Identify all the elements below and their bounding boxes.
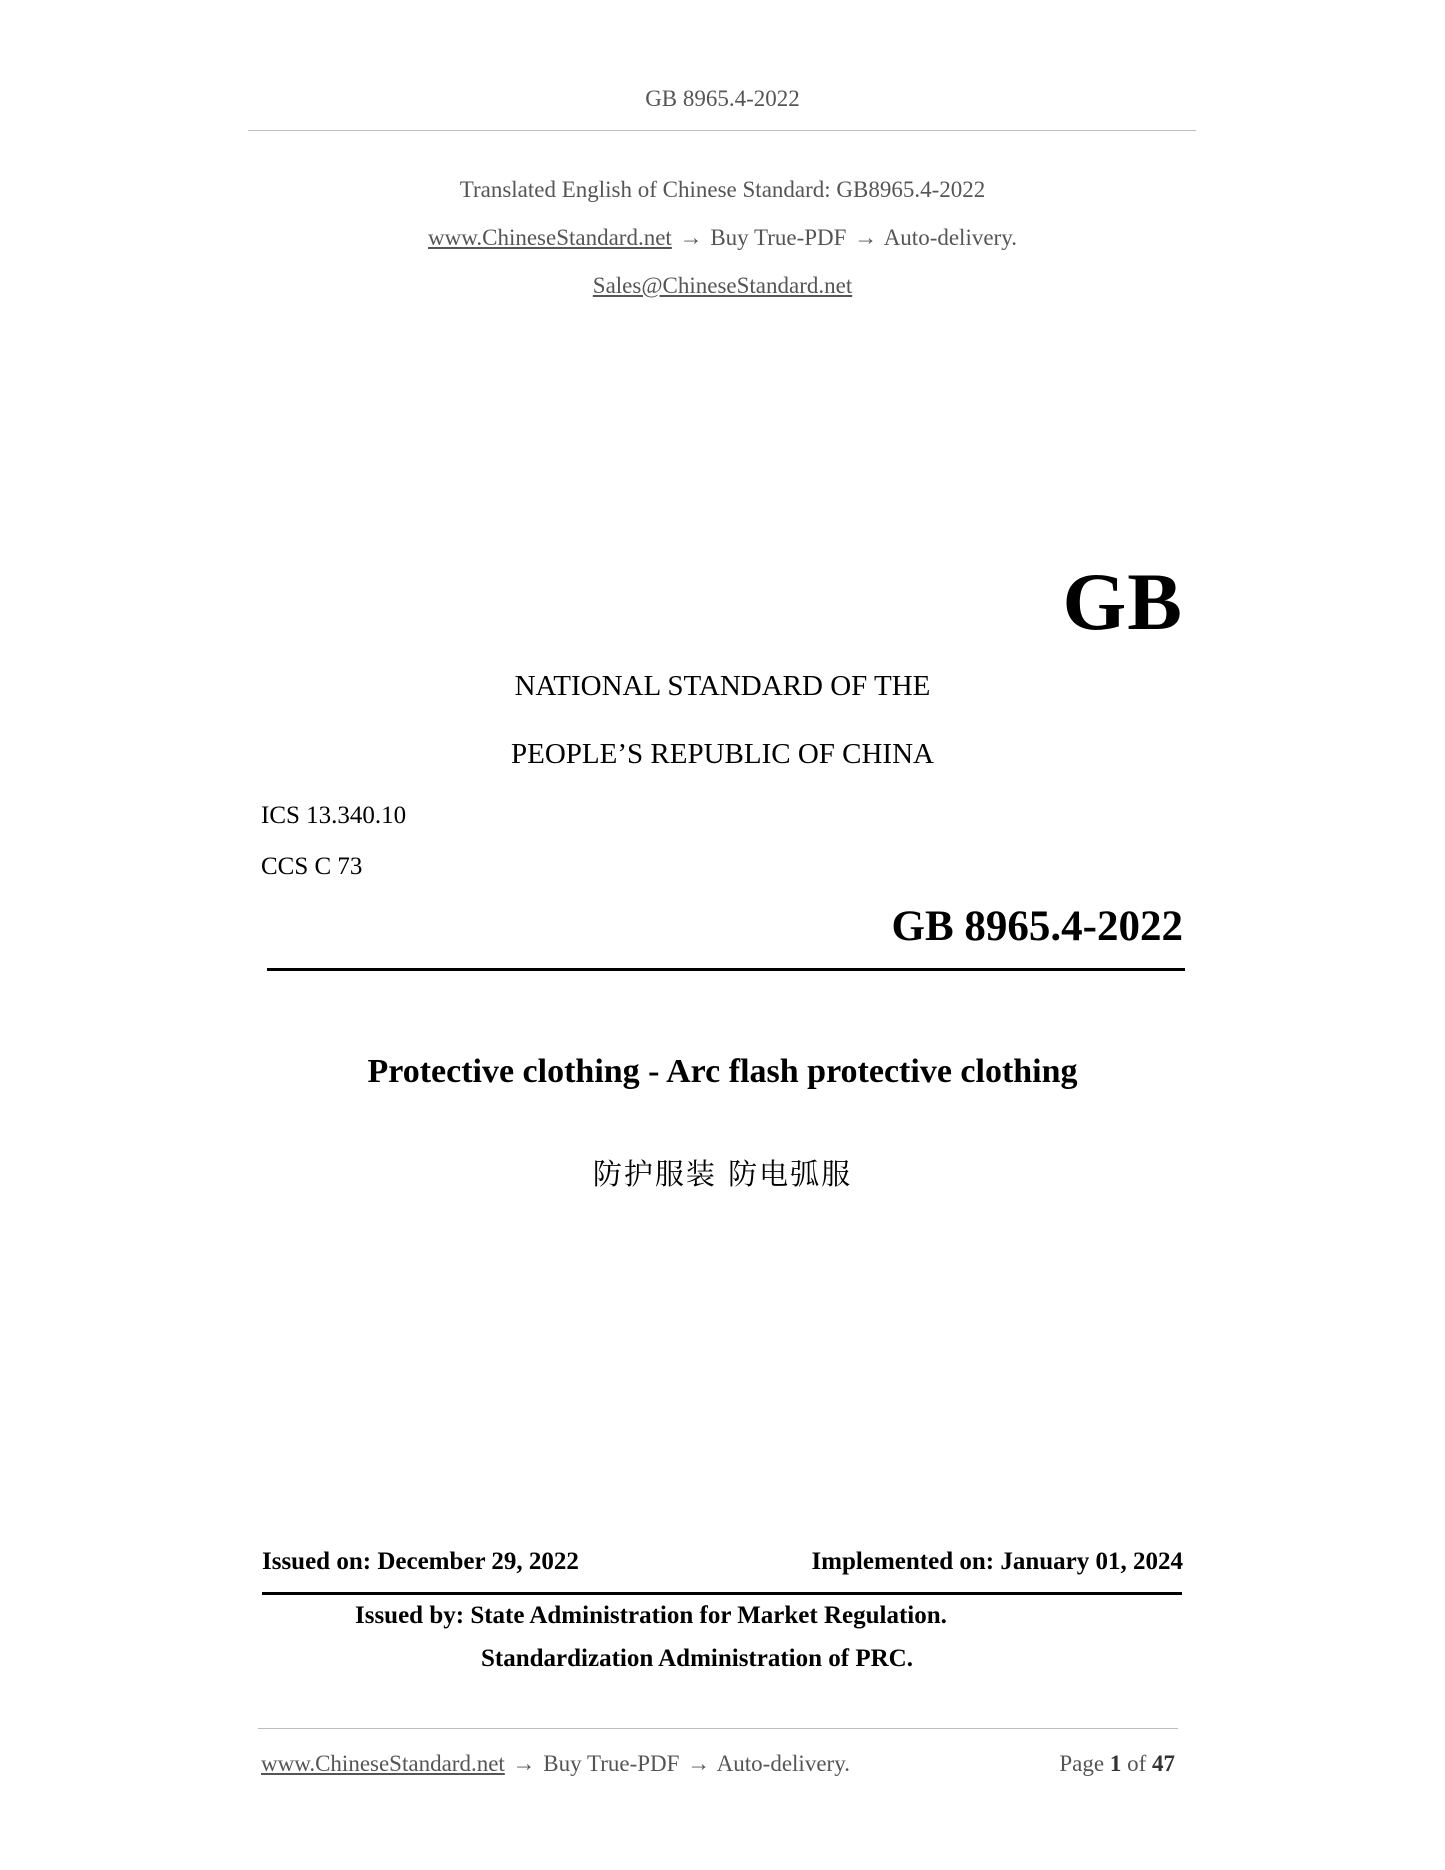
page-label: Page (1059, 1751, 1105, 1776)
buy-text: Buy True-PDF (710, 225, 847, 250)
footer-buy-line (261, 1751, 850, 1777)
arrow-right-icon: → (687, 1751, 711, 1776)
page-of: of (1127, 1751, 1147, 1776)
issued-on-date: Issued on: December 29, 2022 (262, 1548, 579, 1575)
sales-line (0, 273, 1445, 299)
footer-site-link[interactable]: www.ChineseStandard.net (261, 1751, 505, 1776)
site-link[interactable]: www.ChineseStandard.net (428, 225, 672, 250)
standard-number: GB 8965.4-2022 (891, 903, 1183, 950)
title-chinese: 防护服装 防电弧服 (592, 1157, 853, 1191)
auto-delivery-text: Auto-delivery. (883, 225, 1017, 250)
footer-buy-text: Buy True-PDF (543, 1751, 680, 1776)
issue-divider (262, 1592, 1182, 1595)
page-total: 47 (1152, 1751, 1175, 1776)
ccs-code: CCS C 73 (261, 853, 363, 880)
implemented-on-date: Implemented on: January 01, 2024 (811, 1548, 1183, 1575)
page-indicator (1059, 1751, 1175, 1777)
footer-divider (258, 1728, 1178, 1729)
gb-logo: GB (1062, 556, 1183, 647)
running-header: GB 8965.4-2022 (645, 86, 800, 111)
header-divider (248, 130, 1196, 131)
sales-email-link[interactable]: Sales@ChineseStandard.net (592, 273, 853, 298)
translated-notice: Translated English of Chinese Standard: GB8965.4-2022 (459, 177, 986, 202)
buy-line (0, 225, 1445, 251)
issued-by-line-2: Standardization Administration of PRC. (481, 1645, 913, 1672)
national-standard-line-1: NATIONAL STANDARD OF THE (514, 670, 931, 702)
page-current: 1 (1109, 1751, 1122, 1776)
arrow-right-icon: → (512, 1751, 536, 1776)
issued-by-line-1: Issued by: State Administration for Market Regulation. (355, 1602, 947, 1629)
arrow-right-icon: → (854, 225, 878, 250)
footer-auto-delivery-text: Auto-delivery. (716, 1751, 850, 1776)
national-standard-line-2: PEOPLE’S REPUBLIC OF CHINA (511, 738, 934, 770)
standard-number-divider (267, 968, 1185, 971)
ics-code: ICS 13.340.10 (261, 802, 407, 829)
arrow-right-icon: → (679, 225, 703, 250)
title-english: Protective clothing - Arc flash protective clothing (367, 1053, 1078, 1090)
